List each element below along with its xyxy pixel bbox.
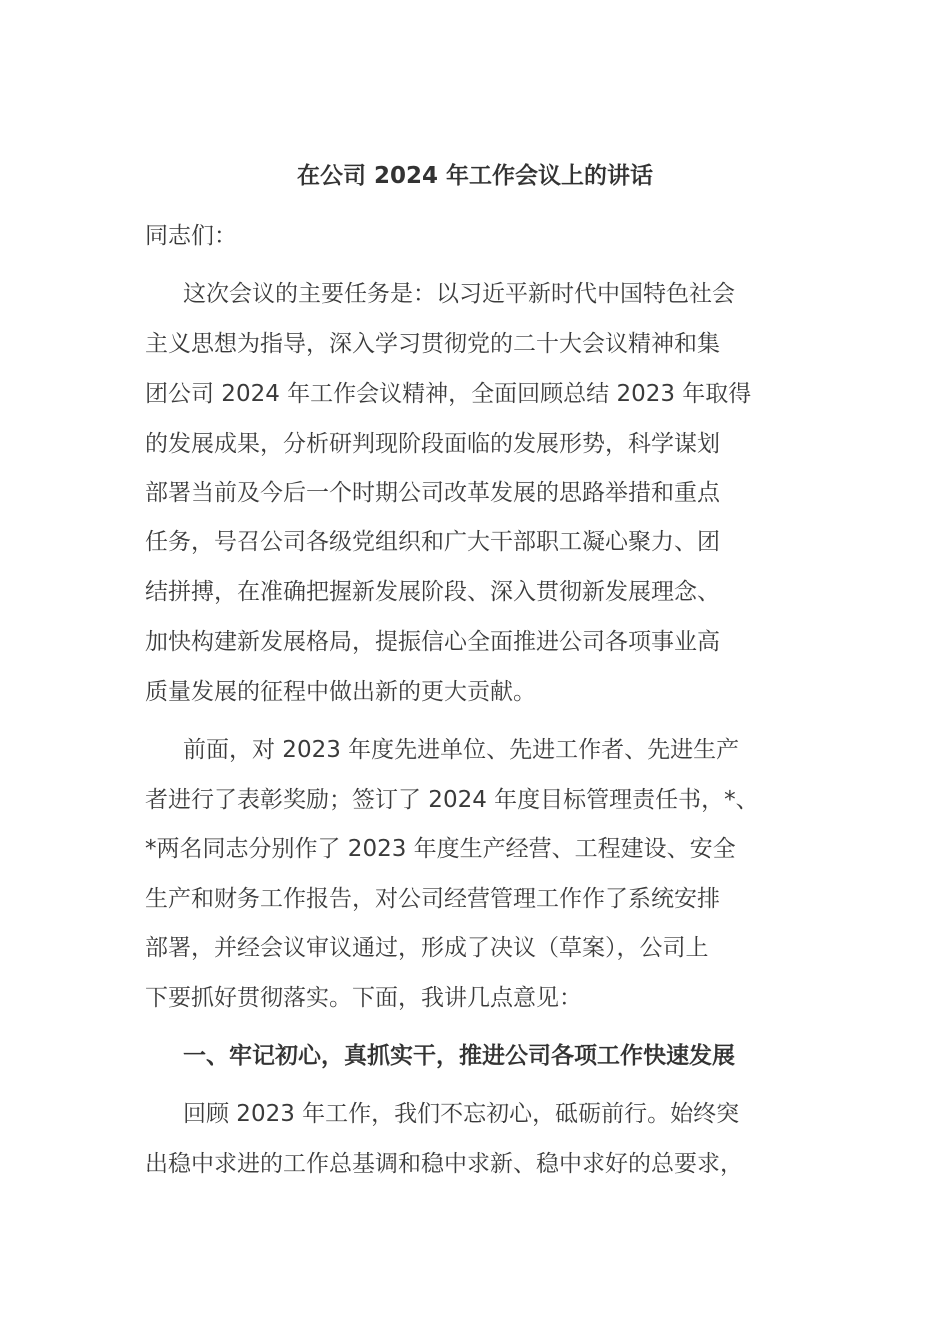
paragraph-line: 质量发展的征程中做出新的更大贡献。: [145, 679, 536, 705]
salutation: 同志们：: [145, 223, 237, 249]
paragraph-line: 下要抓好贯彻落实。下面，我讲几点意见：: [145, 985, 582, 1011]
paragraph-line: 结拼搏，在准确把握新发展阶段、深入贯彻新发展理念、: [145, 579, 720, 605]
paragraph-line: 部署当前及今后一个时期公司改革发展的思路举措和重点: [145, 480, 720, 506]
paragraph-line: 主义思想为指导，深入学习贯彻党的二十大会议精神和集: [145, 331, 720, 357]
paragraph-line: 团公司 2024 年工作会议精神，全面回顾总结 2023 年取得: [145, 381, 752, 407]
paragraph-line: 加快构建新发展格局，提振信心全面推进公司各项事业高: [145, 629, 720, 655]
paragraph-line: 回顾 2023 年工作，我们不忘初心，砥砺前行。始终突: [183, 1101, 740, 1127]
paragraph-line: 这次会议的主要任务是：以习近平新时代中国特色社会: [183, 281, 735, 307]
paragraph-line: 生产和财务工作报告，对公司经营管理工作作了系统安排: [145, 886, 720, 912]
paragraph-line: 的发展成果，分析研判现阶段面临的发展形势，科学谋划: [145, 431, 720, 457]
paragraph-line: 出稳中求进的工作总基调和稳中求新、稳中求好的总要求，: [145, 1151, 743, 1177]
paragraph-line: 部署，并经会议审议通过，形成了决议（草案），公司上: [145, 935, 709, 961]
document-title: 在公司 2024 年工作会议上的讲话: [296, 163, 654, 189]
section-heading: 一、牢记初心，真抓实干，推进公司各项工作快速发展: [183, 1043, 735, 1069]
paragraph-line: 者进行了表彰奖励；签订了 2024 年度目标管理责任书，*、: [145, 787, 759, 813]
paragraph-line: *两名同志分别作了 2023 年度生产经营、工程建设、安全: [145, 836, 736, 862]
paragraph-line: 前面，对 2023 年度先进单位、先进工作者、先进生产: [183, 737, 740, 763]
paragraph-line: 任务，号召公司各级党组织和广大干部职工凝心聚力、团: [145, 529, 720, 555]
